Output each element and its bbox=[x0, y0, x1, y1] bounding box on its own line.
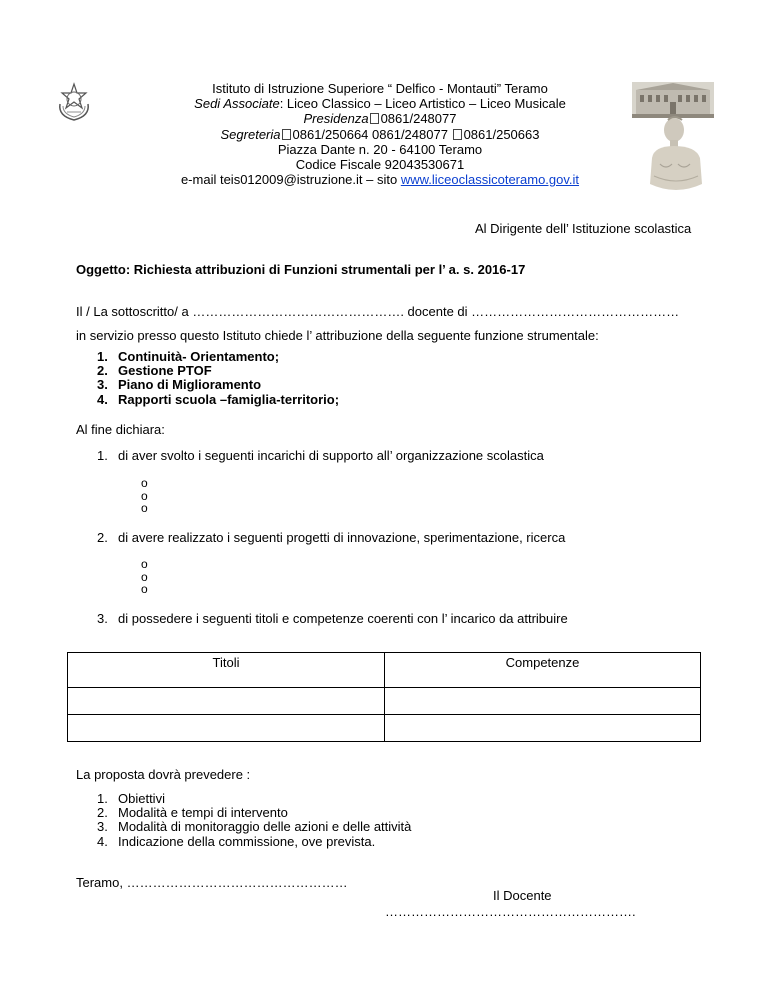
list-item: 1. Obiettivi bbox=[97, 791, 165, 806]
fiscal-code: Codice Fiscale 92043530671 bbox=[295, 157, 465, 173]
list-item: 3. Piano di Miglioramento bbox=[97, 377, 262, 393]
table-row bbox=[68, 688, 701, 715]
list-item: 4. Rapporti scuola –famiglia-territorio; bbox=[97, 391, 340, 407]
phone-icon bbox=[282, 129, 291, 140]
table-cell[interactable] bbox=[385, 688, 701, 715]
school-building-image bbox=[632, 82, 714, 118]
contact-line bbox=[130, 172, 630, 187]
bullet-item: o bbox=[141, 557, 148, 571]
list-item: 1. Continuità- Orientamento; bbox=[97, 349, 280, 364]
fax-icon bbox=[453, 129, 462, 140]
associated-sites-label: Sedi Associate bbox=[194, 96, 280, 112]
institution-header bbox=[130, 81, 630, 187]
republic-emblem-icon bbox=[55, 82, 93, 122]
bullet-item: o bbox=[141, 501, 148, 515]
bullet-group bbox=[141, 558, 148, 596]
declaration-intro: Al fine dichiara: bbox=[76, 422, 165, 437]
proposal-intro: La proposta dovrà prevedere : bbox=[76, 767, 251, 782]
place-date-line: Teramo, …………………………………………… bbox=[76, 875, 348, 890]
list-item: 2. Modalità e tempi di intervento bbox=[97, 805, 288, 821]
email-text: e-mail teis012009@istruzione.it – sito bbox=[180, 172, 401, 188]
presidency-number: 0861/248077 bbox=[380, 111, 457, 127]
list-item: 2. Gestione PTOF bbox=[97, 363, 212, 379]
bullet-item: o bbox=[141, 582, 148, 596]
classical-bust-image bbox=[640, 114, 712, 198]
table-row bbox=[68, 715, 701, 742]
undersigned-line: Il / La sottoscritto/ a …………………………………………. docente di ………………………………………… bbox=[76, 304, 680, 319]
secretariat-phone bbox=[130, 127, 630, 142]
website-link[interactable]: www.liceoclassicoteramo.gov.it bbox=[400, 172, 580, 188]
column-header-competenze: Competenze bbox=[385, 653, 701, 688]
address: Piazza Dante n. 20 - 64100 Teramo bbox=[277, 141, 483, 157]
column-header-titoli: Titoli bbox=[68, 653, 385, 688]
table-cell[interactable] bbox=[68, 715, 385, 742]
bullet-group bbox=[141, 477, 148, 515]
table-cell[interactable] bbox=[68, 688, 385, 715]
secretariat-numbers: 0861/250664 0861/248077 bbox=[292, 126, 448, 142]
associated-sites bbox=[130, 96, 630, 111]
declaration-item: 2. di avere realizzato i seguenti progetti di innovazione, sperimentazione, ricerca bbox=[97, 530, 566, 545]
titles-competences-table bbox=[67, 652, 701, 742]
fax-number: 0861/250663 bbox=[463, 126, 540, 142]
presidency-label: Presidenza bbox=[303, 111, 369, 127]
list-item: 3. Modalità di monitoraggio delle azioni e delle attività bbox=[97, 819, 412, 835]
proposal-list bbox=[76, 792, 411, 849]
declaration-item: 1. di aver svolto i seguenti incarichi di supporto all’ organizzazione scolastica bbox=[97, 448, 544, 463]
signature-line: …………………………………………………. bbox=[385, 904, 636, 919]
presidency-phone bbox=[130, 111, 630, 126]
bullet-item: o bbox=[141, 569, 148, 584]
subject-line: Oggetto: Richiesta attribuzioni di Funzioni strumentali per l’ a. s. 2016-17 bbox=[76, 262, 526, 277]
recipient-line: Al Dirigente dell’ Istituzione scolastica bbox=[475, 221, 692, 236]
declaration-item: 3. di possedere i seguenti titoli e competenze coerenti con l’ incarico da attribuire bbox=[97, 611, 568, 626]
phone-icon bbox=[370, 113, 379, 124]
associated-sites-value: : Liceo Classico – Liceo Artistico – Liceo Musicale bbox=[279, 96, 566, 112]
bullet-item: o bbox=[141, 488, 148, 503]
secretariat-label: Segreteria bbox=[220, 126, 281, 142]
table-cell[interactable] bbox=[385, 715, 701, 742]
list-item: 4. Indicazione della commissione, ove prevista. bbox=[97, 833, 376, 849]
signature-label: Il Docente bbox=[493, 888, 552, 903]
functions-list bbox=[76, 350, 339, 407]
institution-name: Istituto di Istruzione Superiore “ Delfico - Montauti” Teramo bbox=[212, 81, 548, 96]
bullet-item: o bbox=[141, 476, 148, 490]
request-line: in servizio presso questo Istituto chiede l’ attribuzione della seguente funzione strumentale: bbox=[76, 328, 599, 343]
table-header-row bbox=[68, 653, 701, 688]
